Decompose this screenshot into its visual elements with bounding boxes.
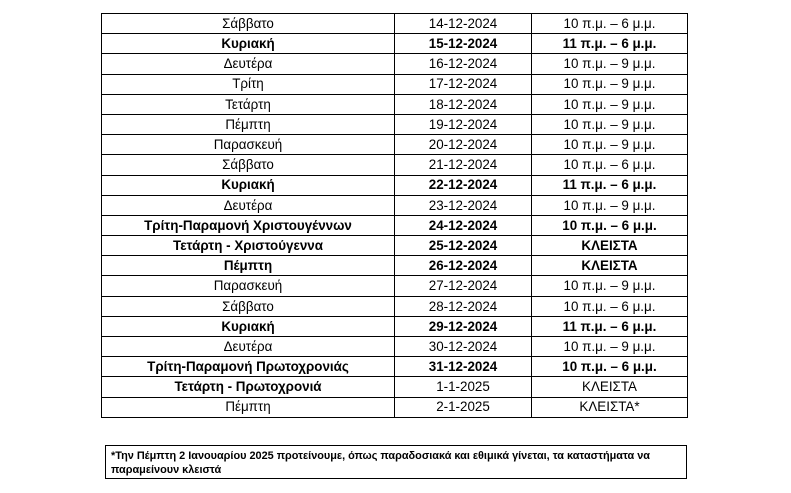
table-row: [102, 155, 688, 175]
hours-cell: 10 π.μ. – 6 μ.μ.: [532, 215, 688, 235]
table-row: [102, 94, 688, 114]
day-cell: Σάββατο: [102, 155, 395, 175]
day-cell: Τετάρτη: [102, 94, 395, 114]
date-cell: 27-12-2024: [395, 276, 532, 296]
footnote: [105, 445, 687, 479]
table-row: [102, 397, 688, 417]
hours-cell: 10 π.μ. – 6 μ.μ.: [532, 155, 688, 175]
hours-cell: ΚΛΕΙΣΤΑ: [532, 377, 688, 397]
table-row: [102, 34, 688, 54]
date-cell: 20-12-2024: [395, 135, 532, 155]
table-row: [102, 74, 688, 94]
day-cell: Τρίτη: [102, 74, 395, 94]
date-cell: 24-12-2024: [395, 215, 532, 235]
footnote-text: *Την Πέμπτη 2 Ιανουαρίου 2025 προτείνουμε, όπως παραδοσιακά και εθιμικά γίνεται, τα καταστήματα να παραμείνουν κλειστά: [111, 450, 651, 477]
day-cell: Πέμπτη: [102, 397, 395, 417]
date-cell: 25-12-2024: [395, 236, 532, 256]
date-cell: 29-12-2024: [395, 316, 532, 336]
date-cell: 16-12-2024: [395, 54, 532, 74]
table-row: [102, 296, 688, 316]
table-row: [102, 357, 688, 377]
date-cell: 2-1-2025: [395, 397, 532, 417]
day-cell: Τρίτη-Παραμονή Χριστουγέννων: [102, 215, 395, 235]
day-cell: Δευτέρα: [102, 337, 395, 357]
day-cell: Δευτέρα: [102, 54, 395, 74]
day-cell: Τρίτη-Παραμονή Πρωτοχρονιάς: [102, 357, 395, 377]
hours-cell: 11 π.μ. – 6 μ.μ.: [532, 316, 688, 336]
day-cell: Παρασκευή: [102, 276, 395, 296]
day-cell: Κυριακή: [102, 175, 395, 195]
date-cell: 22-12-2024: [395, 175, 532, 195]
table-row: [102, 316, 688, 336]
day-cell: Πέμπτη: [102, 114, 395, 134]
opening-hours-table-body: [102, 14, 688, 418]
date-cell: 26-12-2024: [395, 256, 532, 276]
date-cell: 30-12-2024: [395, 337, 532, 357]
table-row: [102, 14, 688, 34]
date-cell: 23-12-2024: [395, 195, 532, 215]
date-cell: 14-12-2024: [395, 14, 532, 34]
opening-hours-table: [101, 13, 688, 418]
hours-cell: 11 π.μ. – 6 μ.μ.: [532, 34, 688, 54]
hours-cell: 10 π.μ. – 6 μ.μ.: [532, 14, 688, 34]
table-row: [102, 276, 688, 296]
hours-cell: 10 π.μ. – 9 μ.μ.: [532, 74, 688, 94]
date-cell: 15-12-2024: [395, 34, 532, 54]
hours-cell: ΚΛΕΙΣΤΑ: [532, 256, 688, 276]
day-cell: Σάββατο: [102, 14, 395, 34]
day-cell: Πέμπτη: [102, 256, 395, 276]
table-row: [102, 256, 688, 276]
table-row: [102, 337, 688, 357]
table-row: [102, 135, 688, 155]
hours-cell: 10 π.μ. – 9 μ.μ.: [532, 337, 688, 357]
day-cell: Κυριακή: [102, 316, 395, 336]
hours-cell: ΚΛΕΙΣΤΑ*: [532, 397, 688, 417]
day-cell: Κυριακή: [102, 34, 395, 54]
hours-cell: 10 π.μ. – 9 μ.μ.: [532, 195, 688, 215]
table-row: [102, 377, 688, 397]
hours-cell: 10 π.μ. – 6 μ.μ.: [532, 296, 688, 316]
hours-cell: 10 π.μ. – 6 μ.μ.: [532, 357, 688, 377]
date-cell: 31-12-2024: [395, 357, 532, 377]
table-row: [102, 114, 688, 134]
hours-cell: 11 π.μ. – 6 μ.μ.: [532, 175, 688, 195]
day-cell: Σάββατο: [102, 296, 395, 316]
hours-cell: 10 π.μ. – 9 μ.μ.: [532, 276, 688, 296]
hours-cell: ΚΛΕΙΣΤΑ: [532, 236, 688, 256]
date-cell: 19-12-2024: [395, 114, 532, 134]
table-row: [102, 236, 688, 256]
date-cell: 1-1-2025: [395, 377, 532, 397]
day-cell: Δευτέρα: [102, 195, 395, 215]
date-cell: 21-12-2024: [395, 155, 532, 175]
date-cell: 18-12-2024: [395, 94, 532, 114]
table-row: [102, 54, 688, 74]
hours-cell: 10 π.μ. – 9 μ.μ.: [532, 94, 688, 114]
table-row: [102, 215, 688, 235]
table-row: [102, 175, 688, 195]
table-row: [102, 195, 688, 215]
date-cell: 17-12-2024: [395, 74, 532, 94]
date-cell: 28-12-2024: [395, 296, 532, 316]
hours-cell: 10 π.μ. – 9 μ.μ.: [532, 135, 688, 155]
day-cell: Παρασκευή: [102, 135, 395, 155]
day-cell: Τετάρτη - Πρωτοχρονιά: [102, 377, 395, 397]
hours-cell: 10 π.μ. – 9 μ.μ.: [532, 114, 688, 134]
hours-cell: 10 π.μ. – 9 μ.μ.: [532, 54, 688, 74]
day-cell: Τετάρτη - Χριστούγεννα: [102, 236, 395, 256]
